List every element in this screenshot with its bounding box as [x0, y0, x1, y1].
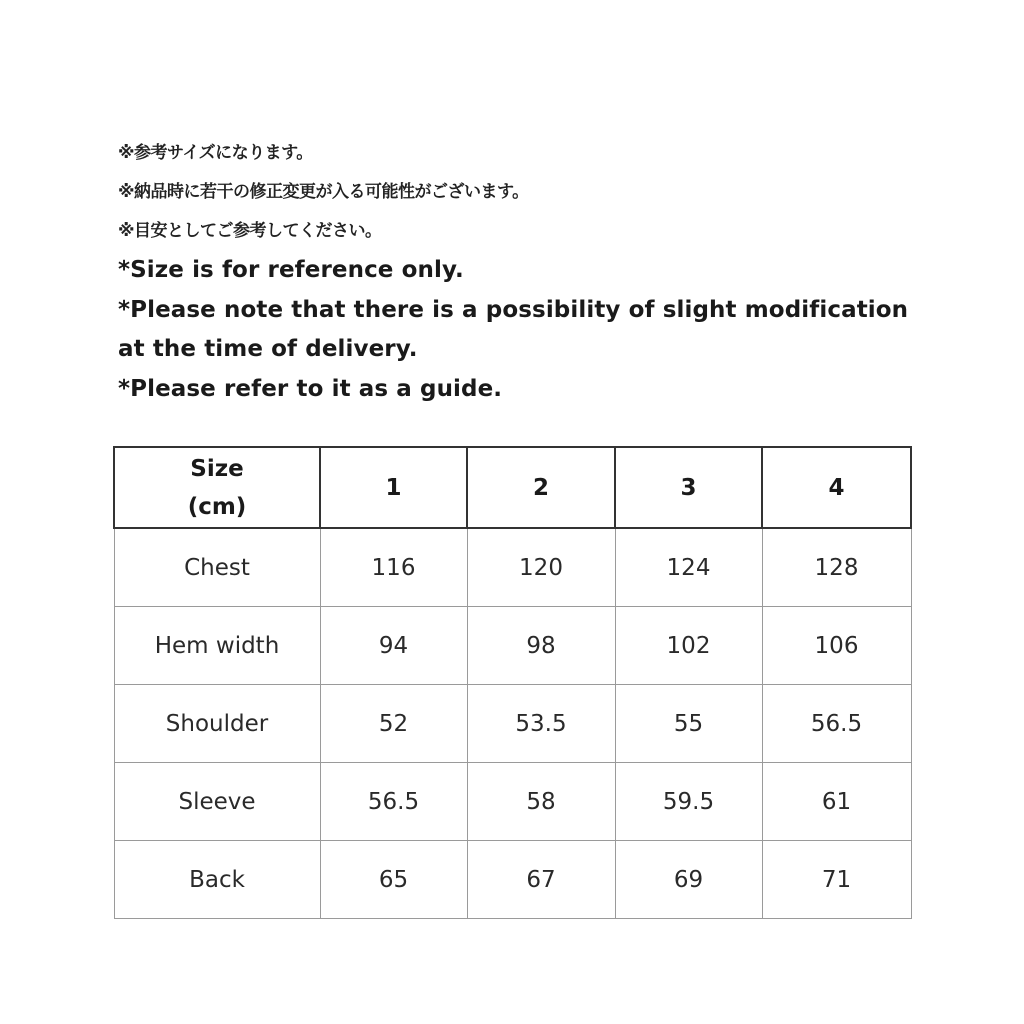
header-size-2: 2 — [467, 447, 615, 528]
table-cell: 102 — [615, 607, 762, 685]
table-row — [114, 763, 911, 841]
table-cell: 52 — [320, 685, 467, 763]
row-label: Shoulder — [114, 685, 320, 763]
note-en-modification: *Please note that there is a possibility of slight modification at the time of delivery. — [118, 296, 909, 362]
table-cell: 120 — [467, 528, 615, 607]
table-cell: 71 — [762, 841, 911, 919]
note-jp-modification: ※納品時に若干の修正変更が入る可能性がございます。 — [118, 182, 529, 202]
note-en-reference-size: *Size is for reference only. — [118, 257, 464, 283]
table-row — [114, 607, 911, 685]
row-label: Chest — [114, 528, 320, 607]
table-header-row — [114, 447, 911, 528]
table-cell: 56.5 — [320, 763, 467, 841]
table-cell: 53.5 — [467, 685, 615, 763]
table-cell: 98 — [467, 607, 615, 685]
note-jp-guide: ※目安としてご参考してください。 — [118, 221, 382, 241]
table-cell: 124 — [615, 528, 762, 607]
header-size-label — [114, 447, 320, 528]
table-cell: 59.5 — [615, 763, 762, 841]
table-cell: 58 — [467, 763, 615, 841]
table-row — [114, 685, 911, 763]
row-label: Hem width — [114, 607, 320, 685]
note-jp-reference-size: ※参考サイズになります。 — [118, 143, 313, 163]
row-label: Sleeve — [114, 763, 320, 841]
table-cell: 69 — [615, 841, 762, 919]
table-cell: 55 — [615, 685, 762, 763]
table-cell: 67 — [467, 841, 615, 919]
table-cell: 61 — [762, 763, 911, 841]
row-label: Back — [114, 841, 320, 919]
header-size-4: 4 — [762, 447, 911, 528]
header-size-1: 1 — [320, 447, 467, 528]
size-notes — [118, 134, 918, 409]
header-size-3: 3 — [615, 447, 762, 528]
table-row — [114, 528, 911, 607]
table-cell: 128 — [762, 528, 911, 607]
header-size-label-line1: Size — [190, 455, 244, 482]
note-en-guide: *Please refer to it as a guide. — [118, 375, 503, 402]
table-cell: 56.5 — [762, 685, 911, 763]
table-cell: 65 — [320, 841, 467, 919]
header-size-label-line2: (cm) — [187, 493, 247, 520]
table-row — [114, 841, 911, 919]
size-chart-table — [113, 446, 912, 919]
table-cell: 94 — [320, 607, 467, 685]
table-cell: 116 — [320, 528, 467, 607]
table-cell: 106 — [762, 607, 911, 685]
